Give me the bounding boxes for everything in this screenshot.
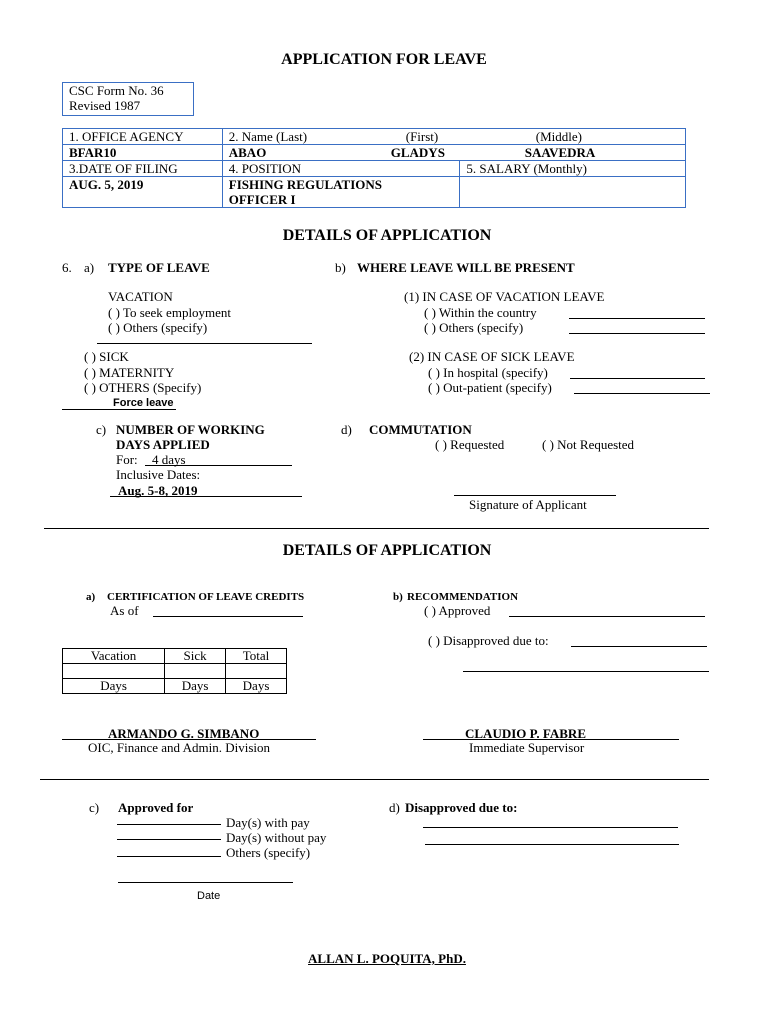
office-value: BFAR10 [63,145,223,161]
disapproved-option: ( ) Disapproved due to: [428,633,549,648]
others-option: ( ) OTHERS (Specify) [84,380,202,395]
as-of-line [153,616,303,617]
form-number: CSC Form No. 36 [69,83,164,98]
finance-officer-name: ARMANDO G. SIMBANO [108,726,260,741]
where-letter: b) [335,260,346,275]
working-days-letter: c) [96,422,107,437]
date-filing-value: AUG. 5, 2019 [63,177,223,208]
leave-credits-table [62,648,287,694]
page-title: APPLICATION FOR LEAVE [281,51,487,68]
days-for-label: For: [116,452,138,467]
first-name-value: GLADYS [390,145,445,160]
name-value-cell [222,145,685,161]
sick-case-label: (2) IN CASE OF SICK LEAVE [409,349,575,364]
approved-for-letter: c) [89,800,100,815]
not-requested-option: ( ) Not Requested [542,437,635,452]
section-divider-2 [40,779,709,780]
vacation-credit-cell [63,664,165,679]
date-line [118,882,293,883]
supervisor-title: Immediate Supervisor [469,740,585,755]
employee-info-table [62,128,686,208]
with-pay-label: Day(s) with pay [226,815,310,830]
inclusive-dates-line [110,496,302,497]
total-header: Total [226,649,287,664]
others-specify-line [62,409,176,410]
salary-value [460,177,686,208]
out-patient-option: ( ) Out-patient (specify) [428,380,552,395]
signature-line [454,495,616,496]
vacation-others-line [97,343,312,344]
working-days-label-1: NUMBER OF WORKING [116,422,265,437]
inclusive-dates-value: Aug. 5-8, 2019 [118,483,198,498]
first-name-label: (First) [405,129,439,144]
disapproved-reason-line-1 [423,827,678,828]
without-pay-label: Day(s) without pay [226,830,327,845]
disapproved-reason-line-2 [425,844,679,845]
disapproved-letter: d) [389,800,400,815]
middle-name-value: SAAVEDRA [524,145,596,160]
section-title-action: DETAILS OF APPLICATION [282,542,492,559]
vacation-days-unit: Days [63,679,165,694]
date-filing-label: 3.DATE OF FILING [63,161,223,177]
others-pay-label: Others (specify) [226,845,311,860]
days-count-line [145,465,292,466]
sick-days-unit: Days [165,679,226,694]
maternity-option: ( ) MATERNITY [84,365,175,380]
form-revision: Revised 1987 [69,98,141,113]
where-label: WHERE LEAVE WILL BE PRESENT [357,260,575,275]
total-days-unit: Days [226,679,287,694]
date-label: Date [197,890,221,902]
in-hospital-line [570,378,705,379]
finance-officer-title: OIC, Finance and Admin. Division [88,740,270,755]
seek-employment-option: ( ) To seek employment [108,305,232,320]
section-title-application: DETAILS OF APPLICATION [282,227,492,244]
vacation-header: Vacation [63,649,165,664]
position-value-line2: OFFICER I [228,192,296,207]
position-label: 4. POSITION [222,161,460,177]
type-of-leave-letter: a) [84,260,95,275]
disapproved-line [571,646,707,647]
section-divider [44,528,709,529]
working-days-label-2: DAYS APPLIED [116,437,210,452]
in-hospital-option: ( ) In hospital (specify) [428,365,548,380]
vacation-case-label: (1) IN CASE OF VACATION LEAVE [404,289,605,304]
certification-label: CERTIFICATION OF LEAVE CREDITS [107,591,305,603]
position-value-cell [222,177,460,208]
vacation-label: VACATION [108,289,173,304]
sick-header: Sick [165,649,226,664]
as-of-label: As of [110,603,139,618]
approved-for-label: Approved for [118,800,194,815]
disapproved-label: Disapproved due to: [405,800,518,815]
others-pay-line [117,856,221,857]
inclusive-dates-label: Inclusive Dates: [116,467,201,482]
position-value-line1: FISHING REGULATIONS [228,177,383,192]
last-name-value: ABAO [228,145,267,160]
middle-name-label: (Middle) [535,129,582,144]
within-country-option: ( ) Within the country [424,305,537,320]
without-pay-line [117,839,221,840]
type-of-leave-label: TYPE OF LEAVE [108,260,210,275]
with-pay-line [117,824,221,825]
total-credit-cell [226,664,287,679]
name-label: 2. Name (Last) [228,129,308,144]
where-others-line [569,333,705,334]
where-others-option: ( ) Others (specify) [424,320,524,335]
commutation-letter: d) [341,422,352,437]
name-label-cell [222,129,685,145]
requested-option: ( ) Requested [435,437,505,452]
commutation-label: COMMUTATION [369,422,472,437]
salary-label: 5. SALARY (Monthly) [460,161,686,177]
sick-credit-cell [165,664,226,679]
certification-letter: a) [86,591,96,603]
approving-officer-name: ALLAN L. POQUITA, PhD. [308,951,466,966]
within-country-line [569,318,705,319]
item-number: 6. [62,260,72,275]
sick-option: ( ) SICK [84,349,129,364]
force-leave-value: Force leave [113,397,174,409]
recommendation-label: RECOMMENDATION [407,591,519,603]
approved-line [509,616,705,617]
days-count-value: 4 days [152,452,186,467]
vacation-others-option: ( ) Others (specify) [108,320,208,335]
office-label: 1. OFFICE AGENCY [63,129,223,145]
supervisor-name: CLAUDIO P. FABRE [465,726,586,741]
recommendation-letter: b) [393,591,403,603]
signature-label: Signature of Applicant [469,497,587,512]
approved-option: ( ) Approved [424,603,491,618]
out-patient-line [574,393,710,394]
disapproved-line-2 [463,671,709,672]
